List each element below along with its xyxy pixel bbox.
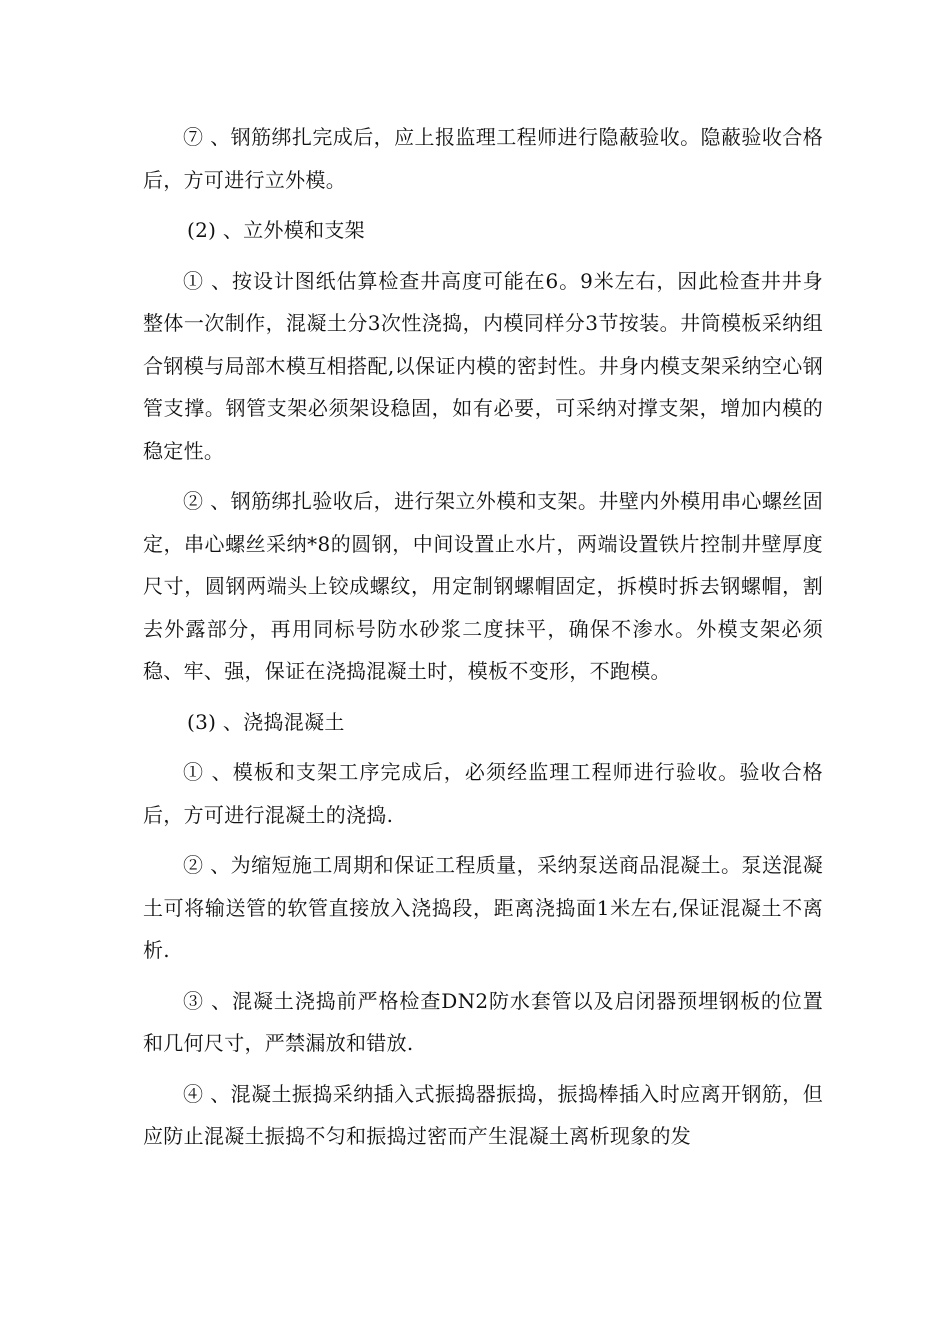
paragraph-item-2-concrete: ② 、为缩短施工周期和保证工程质量，采纳泵送商品混凝土。泵送混凝土可将输送管的软管直接放入浇捣段，距离浇捣面1米左右,保证混凝土不离析. <box>143 853 823 962</box>
paragraph-item-3-concrete: ③ 、混凝土浇捣前严格检查DN2防水套管以及启闭器预埋钢板的位置和几何尺寸，严禁漏放和错放. <box>143 988 823 1055</box>
paragraph-item-4-concrete: ④ 、混凝土振捣采纳插入式振捣器振捣，振捣棒插入时应离开钢筋，但应防止混凝土振捣不匀和振捣过密而产生混凝土离析现象的发 <box>143 1081 823 1148</box>
paragraph-item-1-formwork: ① 、按设计图纸估算检查井高度可能在6。9米左右，因此检查井井身整体一次制作，混凝土分3次性浇捣，内模同样分3节按装。井筒模板采纳组合钢模与局部木模互相搭配,以保证内模的密封性。井身内模支架采纳空心钢管支撑。钢管支架必须架设稳固，如有必要，可采纳对撑支架，增加内模的稳定性。 <box>143 268 823 463</box>
section-heading-3: (3) 、浇捣混凝土 <box>187 709 345 734</box>
section-heading-2: (2) 、立外模和支架 <box>187 218 365 242</box>
paragraph-item-2-formwork: ② 、钢筋绑扎验收后，进行架立外模和支架。井壁内外模用串心螺丝固定，串心螺丝采纳*8的圆钢，中间设置止水片，两端设置铁片控制井壁厚度尺寸，圆钢两端头上铰成螺纹，用定制钢螺帽固定，拆模时拆去钢螺帽，割去外露部分，再用同标号防水砂浆二度抹平，确保不渗水。外模支架必须稳、牢、强，保证在浇捣混凝土时，模板不变形，不跑模。 <box>143 489 823 683</box>
paragraph-item-1-concrete: ① 、模板和支架工序完成后，必须经监理工程师进行验收。验收合格后，方可进行混凝土的浇捣. <box>143 760 823 827</box>
document-body <box>143 116 823 1166</box>
paragraph-item-7: ⑦ 、钢筋绑扎完成后，应上报监理工程师进行隐蔽验收。隐蔽验收合格后，方可进行立外模。 <box>143 125 823 192</box>
